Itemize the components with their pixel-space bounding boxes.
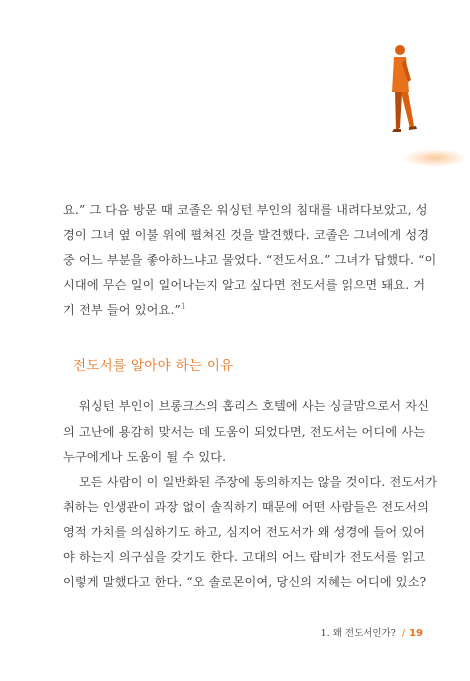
text-line <box>63 301 186 318</box>
walking-man-illustration <box>365 40 465 170</box>
page-number: 19 <box>409 628 423 639</box>
text-line: 야 하는지 의구심을 갖기도 한다. 고대의 어느 랍비가 전도서를 읽고 <box>63 550 426 564</box>
text-line: 이렇게 말했다고 한다. “오 솔로몬이여, 당신의 지혜는 어디에 있소? <box>63 575 427 589</box>
text-line: 취하는 인생관이 과장 없이 솔직하기 때문에 어떤 사람들은 전도서의 <box>63 500 430 514</box>
chapter-title: 1. 왜 전도서인가? <box>320 628 396 639</box>
text-line: 영적 가치를 의심하기도 하고, 심지어 전도서가 왜 성경에 들어 있어 <box>63 525 426 539</box>
text-line: 모든 사람이 이 일반화된 주장에 동의하지는 않을 것이다. 전도서가 <box>79 475 438 489</box>
text-line: 중 어느 부분을 좋아하느냐고 물었다. “전도서요.” 그녀가 답했다. “이 <box>63 253 437 267</box>
text-line: 요.” 그 다음 방문 때 코졸은 워싱턴 부인의 침대를 내려다보았고, 성 <box>63 203 428 217</box>
footnote-marker[interactable]: 1 <box>180 301 187 311</box>
page-footer <box>321 625 423 639</box>
section-heading: 전도서를 알아야 하는 이유 <box>73 358 234 374</box>
text-line: 의 고난에 용감히 맞서는 데 도움이 되었다면, 전도서는 어디에 사는 <box>63 425 426 439</box>
text-line: 누구에게나 도움이 될 수 있다. <box>63 450 227 464</box>
text-line <box>63 276 425 293</box>
text-line-content: 시대에 무슨 일이 일어나는지 알고 싶다면 전도서를 읽으면 돼요. 거 <box>63 278 426 292</box>
text-line: 경이 그녀 옆 이불 위에 펼쳐진 것을 발견했다. 코졸은 그녀에게 성경 <box>63 228 430 242</box>
text-line-content: 기 전부 들어 있어요.” <box>63 303 181 317</box>
text-line: 워싱턴 부인이 브롱크스의 홉리스 호텔에 사는 싱글맘으로서 자신 <box>79 399 430 413</box>
footer-separator: / <box>401 628 406 639</box>
